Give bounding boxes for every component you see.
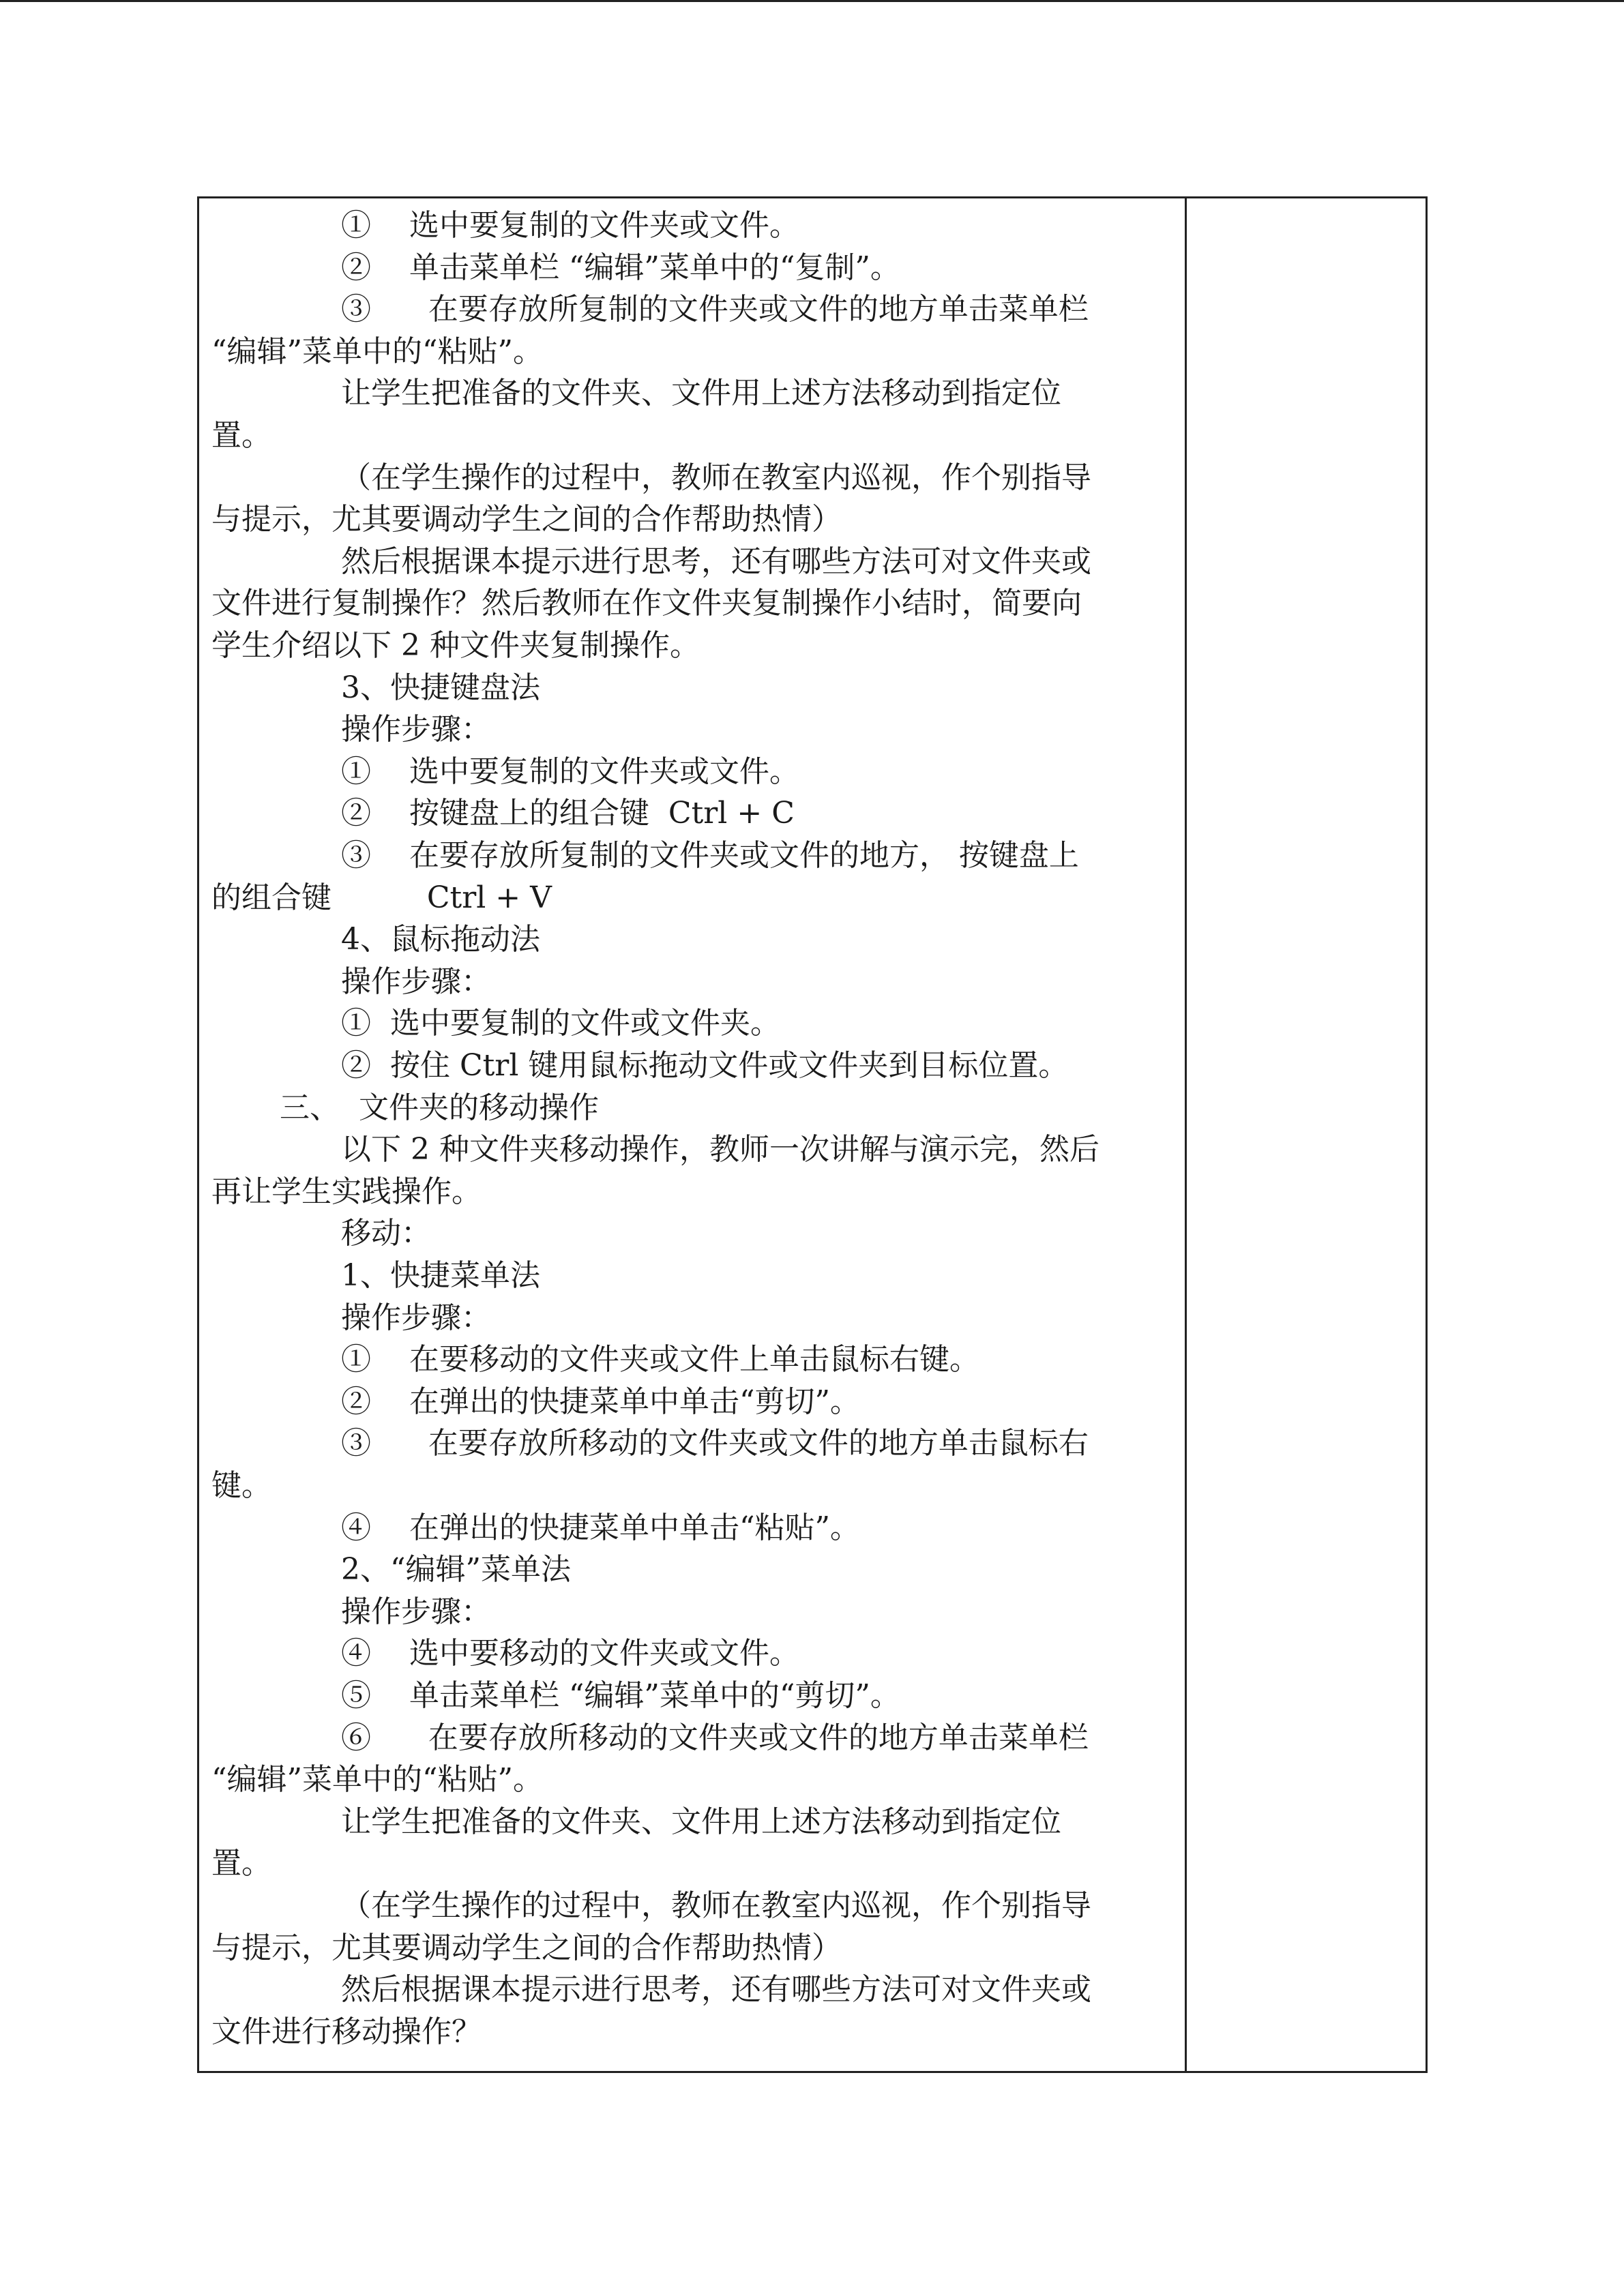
notes-cell xyxy=(1187,198,1426,2071)
text-line: 让学生把准备的文件夹、文件用上述方法移动到指定位 xyxy=(341,376,1061,411)
text-line: 2、“编辑”菜单法 xyxy=(341,1552,571,1587)
text-line: ② 按键盘上的组合键 Ctrl + C xyxy=(341,796,795,831)
text-line: 让学生把准备的文件夹、文件用上述方法移动到指定位 xyxy=(341,1804,1061,1839)
text-line: 操作步骤： xyxy=(341,964,491,999)
text-line: ② 在弹出的快捷菜单中单击“剪切”。 xyxy=(341,1384,860,1419)
text-line: ③ 在要存放所移动的文件夹或文件的地方单击鼠标右 xyxy=(341,1426,1089,1461)
text-line: 再让学生实践操作。 xyxy=(211,1174,482,1209)
text-line: 文件进行移动操作？ xyxy=(211,2014,482,2049)
text-line: （在学生操作的过程中，教师在教室内巡视，作个别指导 xyxy=(341,1888,1091,1923)
text-line: ① 选中要复制的文件夹或文件。 xyxy=(341,754,799,789)
lesson-content-cell xyxy=(211,198,1180,2071)
text-line: 1、快捷菜单法 xyxy=(341,1258,540,1293)
text-line: ① 选中要复制的文件夹或文件。 xyxy=(341,208,799,243)
text-line: ③ 在要存放所复制的文件夹或文件的地方， 按键盘上 xyxy=(341,838,1079,873)
text-line: 4、鼠标拖动法 xyxy=(341,922,540,957)
text-line: 以下 2 种文件夹移动操作，教师一次讲解与演示完，然后 xyxy=(341,1132,1099,1167)
lesson-table xyxy=(197,196,1428,2073)
text-line: ② 单击菜单栏 “编辑”菜单中的“复制”。 xyxy=(341,250,900,285)
text-line: 的组合键 Ctrl + V xyxy=(211,880,552,915)
text-line: ④ 选中要移动的文件夹或文件。 xyxy=(341,1636,799,1671)
text-line: ⑤ 单击菜单栏 “编辑”菜单中的“剪切”。 xyxy=(341,1678,900,1713)
text-line: （在学生操作的过程中，教师在教室内巡视，作个别指导 xyxy=(341,460,1091,495)
text-line: ④ 在弹出的快捷菜单中单击“粘贴”。 xyxy=(341,1510,860,1545)
text-line: ⑥ 在要存放所移动的文件夹或文件的地方单击菜单栏 xyxy=(341,1720,1089,1755)
text-line: ① 选中要复制的文件或文件夹。 xyxy=(341,1006,780,1041)
text-line: 置。 xyxy=(211,418,271,453)
text-line: 操作步骤： xyxy=(341,1594,491,1629)
text-line: 置。 xyxy=(211,1846,271,1881)
text-line: 3、快捷键盘法 xyxy=(341,670,540,705)
text-line: “编辑”菜单中的“粘贴”。 xyxy=(211,333,543,369)
text-line: ③ 在要存放所复制的文件夹或文件的地方单击菜单栏 xyxy=(341,292,1089,327)
text-line: ② 按住 Ctrl 键用鼠标拖动文件或文件夹到目标位置。 xyxy=(341,1048,1069,1083)
page-top-rule xyxy=(0,0,1624,2)
text-line: 文件进行复制操作？然后教师在作文件夹复制操作小结时，简要向 xyxy=(211,586,1082,621)
text-line: 三、 文件夹的移动操作 xyxy=(280,1090,599,1125)
text-line: 移动： xyxy=(341,1216,431,1251)
text-line: 然后根据课本提示进行思考，还有哪些方法可对文件夹或 xyxy=(341,543,1091,579)
text-line: 操作步骤： xyxy=(341,712,491,747)
text-line: 与提示，尤其要调动学生之间的合作帮助热情） xyxy=(211,1930,842,1965)
text-line: 操作步骤： xyxy=(341,1300,491,1335)
text-line: ① 在要移动的文件夹或文件上单击鼠标右键。 xyxy=(341,1342,979,1377)
text-line: 学生介绍以下 2 种文件夹复制操作。 xyxy=(211,628,700,663)
text-line: 然后根据课本提示进行思考，还有哪些方法可对文件夹或 xyxy=(341,1972,1091,2008)
text-line: “编辑”菜单中的“粘贴”。 xyxy=(211,1762,543,1798)
text-line: 键。 xyxy=(211,1468,271,1503)
text-line: 与提示，尤其要调动学生之间的合作帮助热情） xyxy=(211,502,842,537)
